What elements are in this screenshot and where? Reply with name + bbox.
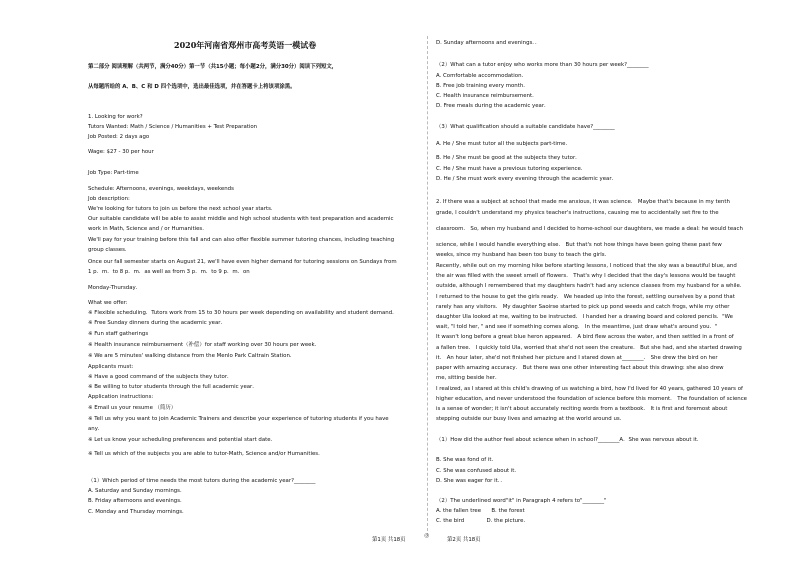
text-line: ※ Tell us which of the subjects you are able to tutor-Math, Science and/or Humanities． — [88, 451, 324, 457]
answer-option: D. Free meals during the academic year． — [436, 103, 550, 109]
text-line: higher education, and never understood the foundation of science before this moment． The foundation of science — [436, 396, 747, 402]
answer-option: A. the fallen tree B. the forest — [436, 508, 525, 514]
text-line: classroom． So, when my husband and I decided to home-school our daughters, we made a deal: he would teach — [436, 226, 743, 232]
text-line: Application instructions: — [88, 394, 154, 400]
text-line: 2. If there was a subject at school that made me anxious, it was science． Maybe that's because in my tenth — [436, 199, 730, 205]
answer-option: A. He / She must tutor all the subjects part-time． — [436, 141, 571, 147]
text-line: ※ Have a good command of the subjects they tutor． — [88, 374, 233, 380]
text-line: ※ Let us know your scheduling preferences and potential start date． — [88, 437, 276, 443]
answer-option: A. Comfortable accommodation． — [436, 73, 527, 79]
question-text: （1）How did the author feel about science when in school?________A．She was nervous about it． — [436, 437, 703, 443]
text-line: Recently, while out on my morning hike before starting lessons, I noticed that the sky was a beautiful blue, and — [436, 263, 737, 269]
answer-option: D. He / She must work every evening through the academic year． — [436, 176, 617, 182]
answer-option: D. Sunday afternoons and evenings．． — [436, 40, 541, 46]
answer-option: A. Saturday and Sunday mornings． — [88, 488, 186, 494]
text-line: ※ Free Sunday dinners during the academic year． — [88, 320, 226, 326]
text-line: any． — [88, 426, 104, 432]
text-line: 1. Looking for work? — [88, 114, 143, 120]
page-gap-marker: ◎ — [424, 532, 430, 539]
text-line: ※ Fun staff gatherings — [88, 331, 149, 337]
text-line: wait, "I told her, " and see if something comes along． In the meantime, just draw what's around you．" — [436, 324, 718, 330]
answer-option: D. She was eager for it．． — [436, 478, 506, 484]
text-line: group classes. — [88, 247, 127, 253]
text-line: Schedule: Afternoons, evenings, weekdays, weekends — [88, 186, 234, 192]
text-line: weeks, since my husband has been too busy to teach the girls． — [436, 252, 610, 258]
text-line: I returned to the house to get the girls ready． We headed up into the forest, settling ourselves by a pond that — [436, 294, 735, 300]
answer-option: B. Free job training every month． — [436, 83, 529, 89]
page-footer-right: 第2页 共18页 — [447, 537, 481, 543]
text-line: Once our fall semester starts on August 21, we'll have even higher demand for tutoring sessions on Sundays from — [88, 259, 397, 265]
answer-option: B. Friday afternoons and evenings． — [88, 498, 186, 504]
question-text: （2）The underlined word"it" in Paragraph 4 refers to"________" — [436, 498, 607, 504]
text-line: it． An hour later, she'd not finished her picture and I stared down at________． She drew the bird on her — [436, 355, 718, 361]
text-line: ※ Tell us why you want to join Academic Trainers and describe your experience of tutoring students if you have — [88, 416, 389, 422]
answer-option: C. He / She must have a previous tutoring experience． — [436, 166, 587, 172]
text-line: daughter Ula looked at me, waiting to be instructed． I handed her a drawing board and colored pencils．"We — [436, 314, 733, 320]
text-line: a fallen tree． I quickly told Ula, worried that she'd not seen the creature． But she had, and she started drawing — [436, 345, 742, 351]
text-line: We'll pay for your training before this fall and can also offer flexible summer tutoring chances, including teaching — [88, 237, 395, 243]
text-line: What we offer: — [88, 300, 128, 306]
answer-option: B. He / She must be good at the subjects they tutor． — [436, 155, 581, 161]
exam-title: 2020年河南省郑州市高考英语一模试卷 — [174, 40, 317, 50]
text-line: ※ Flexible scheduling．Tutors work from 15 to 30 hours per week depending on availability and student demand． — [88, 310, 398, 316]
text-line: is a sense of wonder; it isn't about accurately reciting words from a textbook． It is first and foremost about — [436, 406, 728, 412]
text-line: It wasn't long before a great blue heron appeared． A bird flew across the water, and then settled in a front of — [436, 334, 734, 340]
section-heading: 第二部分 阅读理解（共两节，满分40分）第一节（共15小题；每小题2分，满分30分）阅读下列短文， — [88, 64, 338, 70]
text-line: We're looking for tutors to join us before the next school year starts. — [88, 206, 273, 212]
text-line: ※ Health insurance reimbursement（补偿）for staff working over 30 hours per week． — [88, 342, 320, 348]
answer-option: C. Monday and Thursday mornings． — [88, 509, 188, 515]
question-text: （2）What can a tutor enjoy who works more than 30 hours per week?________ — [436, 62, 649, 68]
answer-option: B. She was fond of it． — [436, 457, 497, 463]
answer-option: C. She was confused about it． — [436, 468, 520, 474]
text-line: Applicants must: — [88, 364, 134, 370]
text-line: ※ Be willing to tutor students through the full academic year． — [88, 384, 258, 390]
text-line: paper with amazing accuracy． But there was one other interesting fact about this drawing: she also drew — [436, 365, 724, 371]
text-line: work in Math, Science and / or Humanities. — [88, 226, 204, 232]
question-text: （1）Which period of time needs the most tutors during the academic year?________ — [88, 478, 316, 484]
question-text: （3）What qualification should a suitable candidate have?________ — [436, 124, 615, 130]
text-line: 1 p．m．to 8 p．m．as well as from 3 p．m．to 9 p．m．on — [88, 269, 250, 275]
text-line: Wage: $27 - 30 per hour — [88, 149, 154, 155]
text-line: Job Type: Part-time — [88, 170, 139, 176]
text-line: Monday-Thursday． — [88, 285, 142, 291]
text-line: Job description: — [88, 196, 130, 202]
text-line: Tutors Wanted: Math / Science / Humanities + Test Preparation — [88, 124, 258, 130]
text-line: ※ Email us your resume （简历） — [88, 405, 177, 411]
text-line: ※ We are 5 minutes' walking distance from the Menlo Park Caltrain Station． — [88, 353, 296, 359]
text-line: grade, I couldn't understand my physics teacher's instructions, causing me to accidentally set fire to the — [436, 210, 719, 216]
answer-option: C. the bird D. the picture． — [436, 518, 529, 524]
section-instruction: 从每题所给的 A、B、C 和 D 四个选项中，选出最佳选项，并在答题卡上将该项涂黑。 — [88, 84, 296, 90]
text-line: I realized, as I stared at this child's drawing of us watching a bird, how I'd lived for 40 years, gathered 10 years of — [436, 386, 743, 392]
text-line: science, while I would handle everything else． But that's not how things have been going these past few — [436, 242, 722, 248]
column-divider — [427, 36, 428, 536]
text-line: Our suitable candidate will be able to assist middle and high school students with test preparation and academic — [88, 216, 394, 222]
text-line: me, sitting beside her． — [436, 375, 501, 381]
text-line: the air was filled with the sweet smell of flowers． That's why I decided that the day's lessons would be taught — [436, 273, 736, 279]
text-line: outside, although I remembered that my daughters hadn't had any science classes from my husband for a while． — [436, 283, 746, 289]
text-line: stepping outside our busy lives and amazing at the world around us． — [436, 416, 626, 422]
page-footer-left: 第1页 共18页 — [372, 537, 406, 543]
text-line: rarely has any visitors． My daughter Saoirse started to pick up pond weeds and catch frogs, while my other — [436, 304, 730, 310]
text-line: Job Posted: 2 days ago — [88, 134, 150, 140]
answer-option: C. Health insurance reimbursement． — [436, 93, 538, 99]
